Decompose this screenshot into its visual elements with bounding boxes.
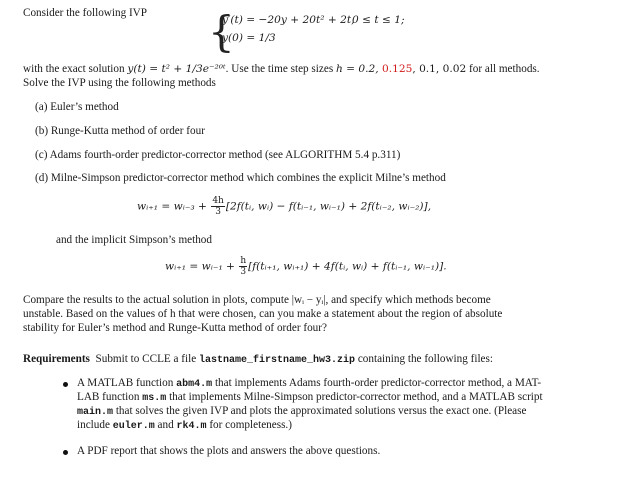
exact-mid: . Use the time step sizes — [225, 63, 336, 75]
requirements-text-pre: Submit to CCLE a file — [95, 353, 199, 365]
step-size-highlight: 0.125 — [382, 63, 413, 75]
milne-lhs: wᵢ₊₁ = wᵢ₋₃ + — [137, 200, 211, 213]
file-ms: ms.m — [142, 393, 167, 404]
simpson-lhs: wᵢ₊₁ = wᵢ₋₁ + — [165, 260, 239, 273]
step-size-rest: , 0.1, 0.02 — [412, 63, 467, 75]
milne-fraction — [211, 196, 225, 217]
bullet-1-line-3 — [77, 405, 526, 419]
b1-text-8: for completeness.) — [206, 419, 292, 431]
milne-frac-num: 4h — [212, 196, 224, 206]
file-abm4: abm4.m — [176, 379, 213, 390]
b1-text: A MATLAB function — [77, 377, 177, 389]
exact-formula: y(t) = t² + 1/3e⁻²⁰ᵗ — [127, 63, 226, 75]
solve-instruction: Solve the IVP using the following methods — [23, 77, 216, 89]
ivp-equation-1: y′(t) = −20y + 20t² + 2t, — [222, 14, 355, 26]
ivp-domain: 0 ≤ t ≤ 1; — [352, 14, 405, 26]
method-item-c: (c) Adams fourth-order predictor-corrector method (see ALGORITHM 5.4 p.311) — [35, 149, 401, 161]
step-size-h: h = 0.2, — [335, 63, 382, 75]
ivp-equation-2: y(0) = 1/3 — [222, 32, 276, 44]
milne-frac-den: 3 — [215, 207, 221, 217]
bullet-1-line-2 — [77, 391, 543, 405]
requirements-line — [23, 353, 493, 367]
file-rk4: rk4.m — [176, 421, 207, 432]
b1-text-3: LAB function — [77, 391, 143, 403]
file-euler: euler.m — [112, 421, 155, 432]
exact-solution-line — [23, 63, 540, 76]
compare-line-2: unstable. Based on the values of h that were chosen, can you make a statement about the region of absolute — [23, 308, 503, 320]
bullet-dot-1 — [63, 382, 68, 387]
simpson-frac-num: h — [240, 256, 247, 266]
bullet-1-line-1 — [77, 377, 541, 391]
exact-post: for all methods. — [466, 63, 540, 75]
b1-text-6: include — [77, 419, 113, 431]
b1-text-2: that implements Adams fourth-order predictor-corrector method, a MAT- — [212, 377, 542, 389]
exact-pre: with the exact solution — [23, 63, 128, 75]
b1-text-7: and — [154, 419, 177, 431]
compare-line-3: stability for Euler’s method and Runge-Kutta method of order four? — [23, 322, 327, 334]
compare-line-1: Compare the results to the actual solution in plots, compute |wᵢ − yᵢ|, and specify which methods become — [23, 294, 491, 306]
ivp-brace: { — [208, 7, 235, 56]
simpson-fraction — [239, 256, 247, 277]
requirements-text-post: containing the following files: — [355, 353, 493, 365]
method-item-a: (a) Euler’s method — [35, 101, 119, 113]
simpson-formula — [165, 256, 447, 277]
file-main: main.m — [77, 407, 114, 418]
method-item-b: (b) Runge-Kutta method of order four — [35, 125, 205, 137]
bullet-dot-2 — [63, 450, 68, 455]
simpson-rhs: [f(tᵢ₊₁, wᵢ₊₁) + 4f(tᵢ, wᵢ) + f(tᵢ₋₁, wᵢ₋₁)]. — [248, 260, 447, 273]
milne-formula — [137, 196, 431, 217]
b1-text-5: that solves the given IVP and plots the approximated solutions versus the exact one. (Please — [113, 405, 527, 417]
milne-rhs: [2f(tᵢ, wᵢ) − f(tᵢ₋₁, wᵢ₋₁) + 2f(tᵢ₋₂, wᵢ₋₂)], — [225, 200, 432, 213]
zip-filename: lastname_firstname_hw3.zip — [199, 355, 356, 366]
simpson-intro: and the implicit Simpson’s method — [56, 234, 212, 246]
b1-text-4: that implements Milne-Simpson predictor-corrector method, and a MATLAB script — [166, 391, 543, 403]
requirements-heading: Requirements — [23, 353, 90, 365]
intro-text: Consider the following IVP — [23, 7, 147, 19]
method-item-d: (d) Milne-Simpson predictor-corrector method which combines the explicit Milne’s method — [35, 172, 446, 184]
simpson-frac-den: 3 — [240, 267, 247, 277]
bullet-1-line-4 — [77, 419, 292, 433]
bullet-2-text: A PDF report that shows the plots and answers the above questions. — [77, 445, 381, 457]
